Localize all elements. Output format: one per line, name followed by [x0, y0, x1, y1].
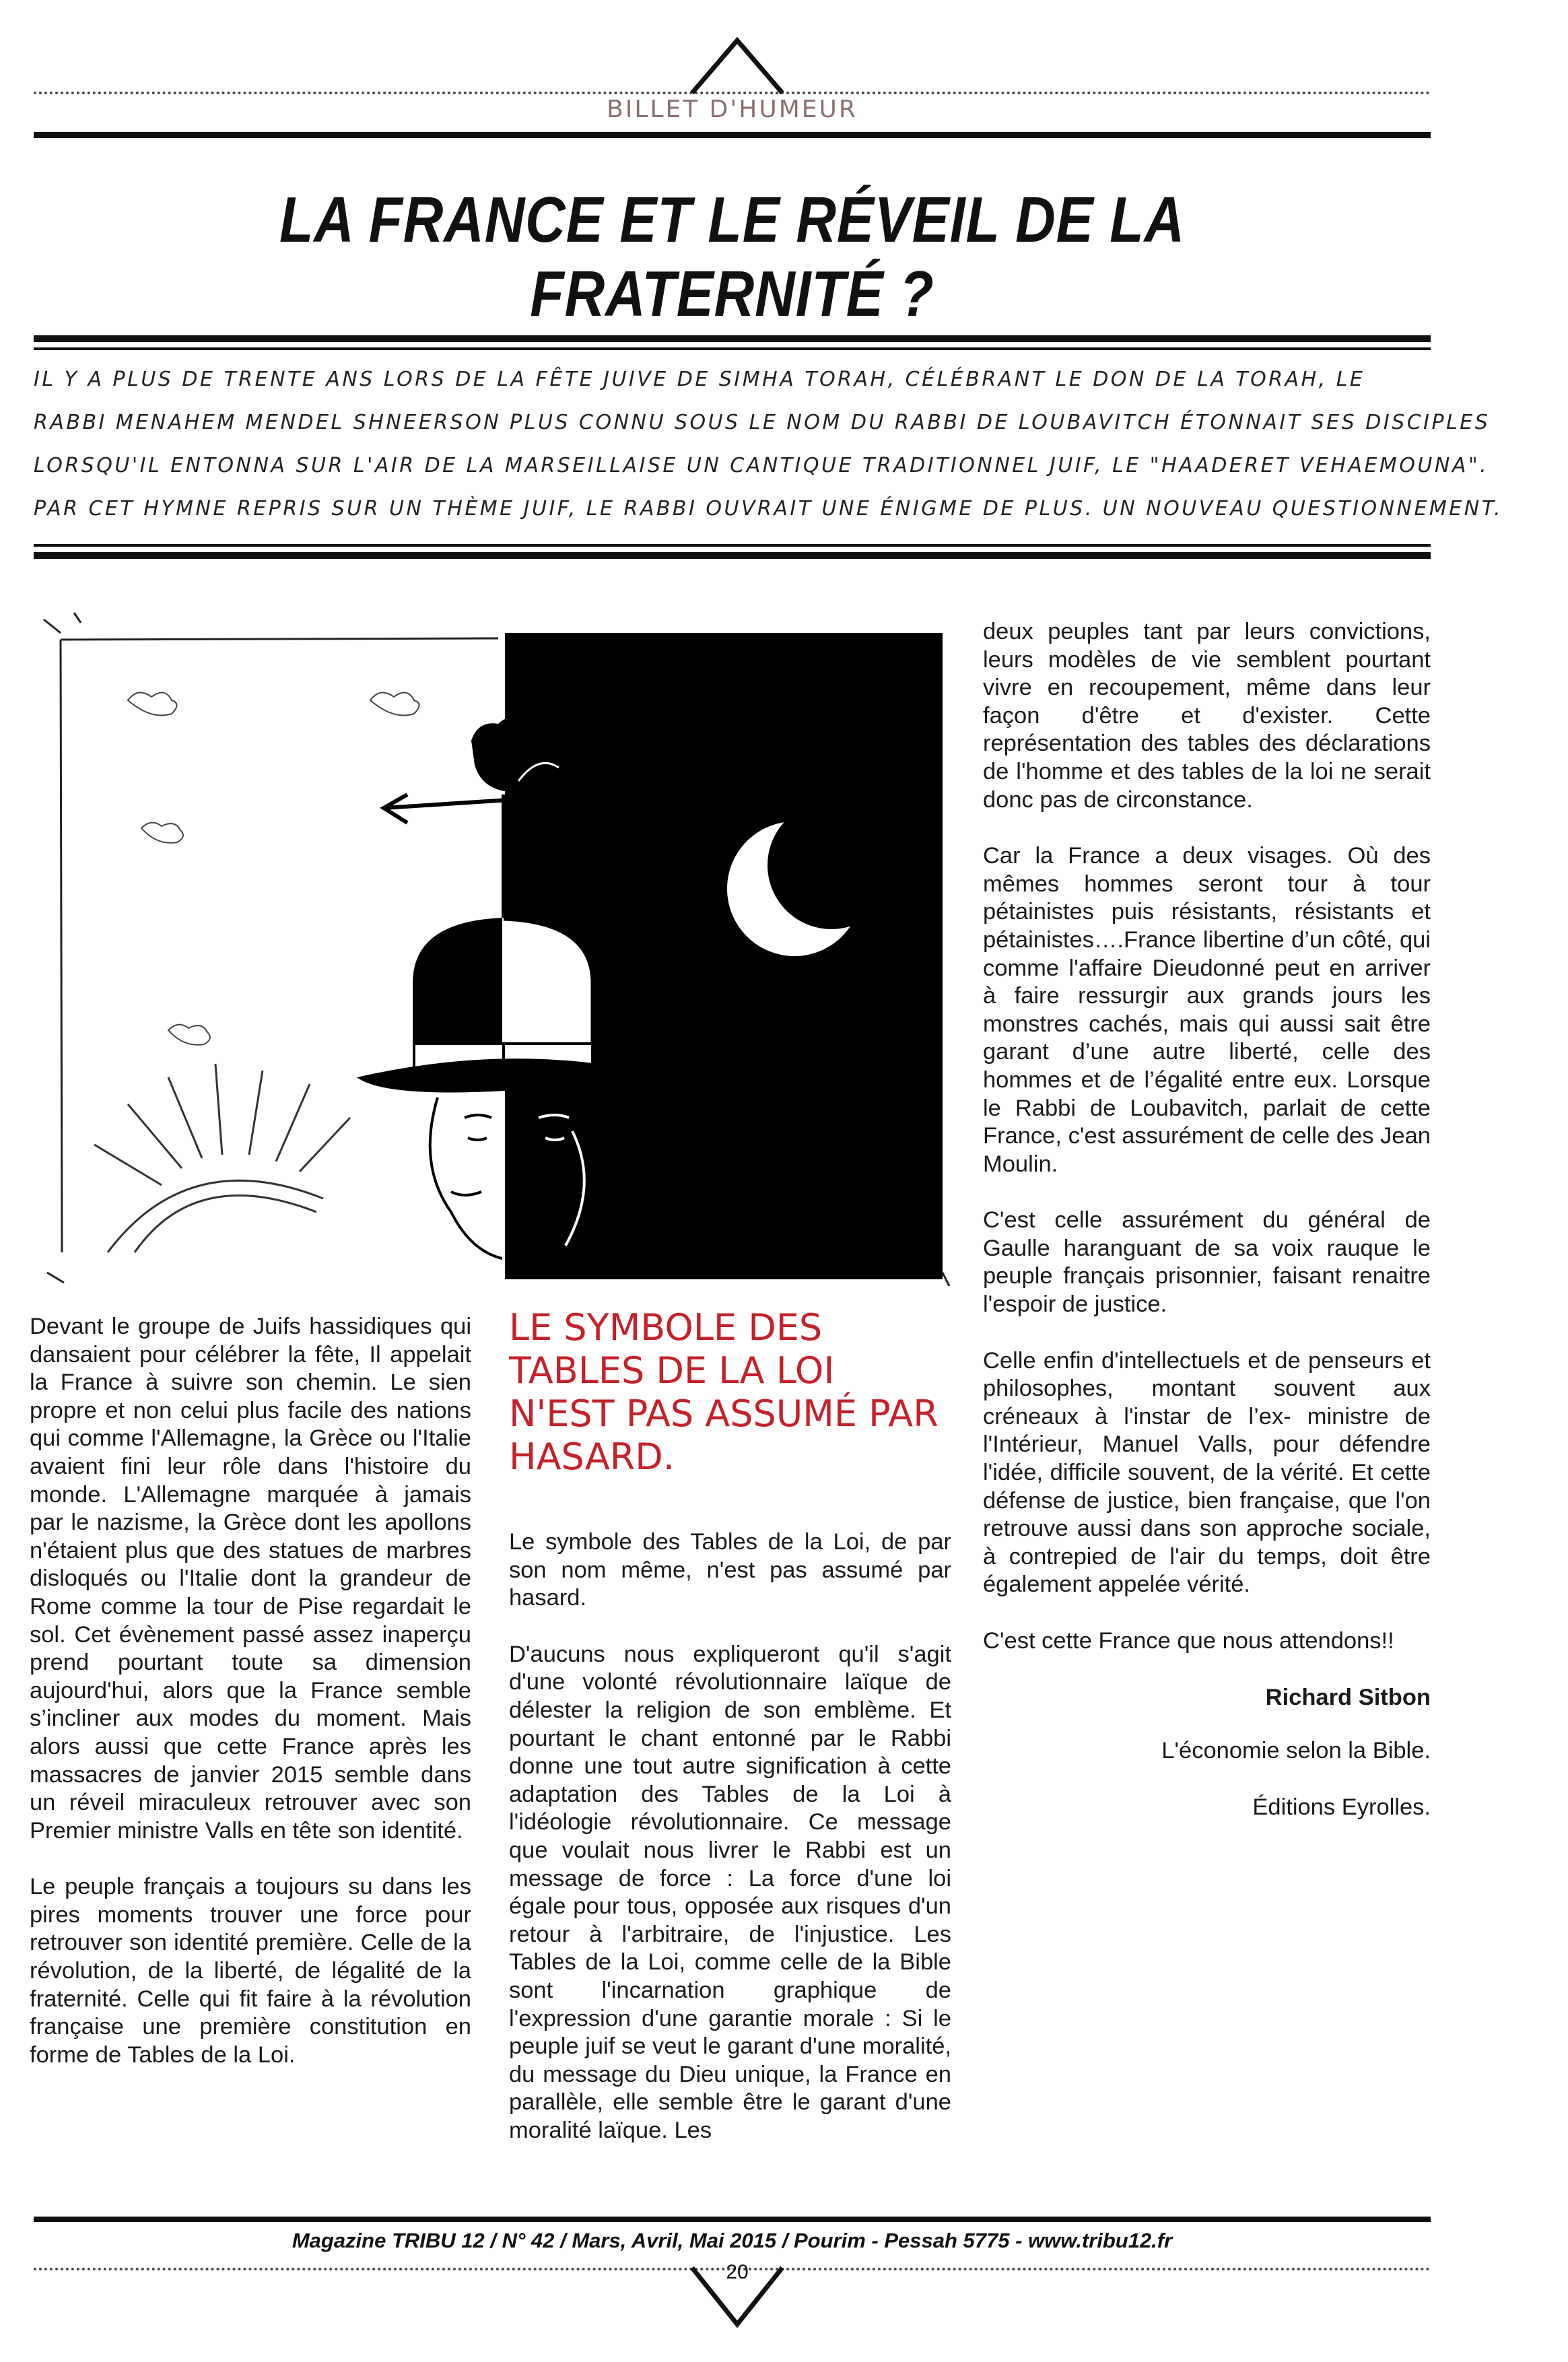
paragraph: C'est celle assurément du général de Gaulle haranguant de sa voix rauque le peuple français prisonnier, faisant renaitre l'espoir de justice. — [983, 1207, 1431, 1318]
paragraph: D'aucuns nous expliqueront qu'il s'agit d'une volonté révolutionnaire laïque de délester la religion de son emblème. Et pourtant le chant entonné par le Rabbi donne une tout autre signification à cette adaptation des Tables de la Loi à l'idéologie révolutionnaire. Ce message que voulait nous livrer le Rabbi est un message de force : La force d'une loi égale pour tous, opposée aux risques d'un retour à l'arbitraire, de l'injustice. Les Tables de la Loi, comme celle de la Bible sont l'incarnation graphique de l'expression d'une garantie morale : Si le peuple juif se veut le garant d'une moralité, du message du Dieu unique, la France en parallèle, elle semble être le garant d'une moralité laïque. Les — [509, 1641, 951, 2143]
book-publisher: Éditions Eyrolles. — [1252, 1794, 1431, 1820]
intro-bottom-rule-thick — [34, 552, 1431, 559]
top-chevron-ornament — [687, 35, 788, 96]
intro-line: IL Y A PLUS DE TRENTE ANS LORS DE LA FÊTE JUIVE DE SIMHA TORAH, CÉLÉBRANT LE DON DE LA TORAH, LE — [34, 368, 1365, 391]
footer-rule — [34, 2217, 1431, 2222]
section-label: BILLET D'HUMEUR — [607, 96, 858, 123]
intro-line: RABBI MENAHEM MENDEL SHNEERSON PLUS CONNU SOUS LE NOM DU RABBI DE LOUBAVITCH ÉTONNAIT SES DISCIPLES — [34, 411, 1491, 434]
sunburst — [94, 1064, 350, 1252]
intro-line: LORSQU'IL ENTONNA SUR L'AIR DE LA MARSEILLAISE UN CANTIQUE TRADITIONNEL JUIF, LE "HAADERET VEHAEMOUNA". — [34, 454, 1489, 477]
page-number: 20 — [726, 2261, 749, 2283]
intro-standfirst — [34, 358, 1503, 531]
paragraph: Le peuple français a toujours su dans les pires moments trouver une force pour retrouver son identité première. Celle de la révolution, de la liberté, de légalité de la fraternité. Celle qui fit faire à la révolution française une première constitution en forme de Tables de la Loi. — [30, 1874, 471, 2068]
intro-line: PAR CET HYMNE REPRIS SUR UN THÈME JUIF, LE RABBI OUVRAIT UNE ÉNIGME DE PLUS. UN NOUVEAU QUESTIONNEMENT. — [34, 497, 1503, 520]
page-title: LA FRANCE ET LE RÉVEIL DE LA FRATERNITÉ ? — [279, 184, 1186, 330]
paragraph: Le symbole des Tables de la Loi, de par son nom même, n'est pas assumé par hasard. — [509, 1529, 951, 1611]
paragraph: Car la France a deux visages. Où des mêmes hommes seront tour à tour pétainistes puis résistants, résistants et pétainistes….France libertine d’un côté, qui comme l'affaire Dieudonné peut en arriver à faire ressurgir aux grands jours les monstres cachés, mais qui aussi sait être garant d’une autre liberté, celle des hommes et de l’égalité entre eux. Lorsque le Rabbi de Loubavitch, parlait de cette France, c'est assurément de celle des Jean Moulin. — [983, 843, 1431, 1177]
paragraph: Celle enfin d'intellectuels et de penseurs et philosophes, montant souvent aux créneaux à l'instar de l’ex- ministre de l'Intérieur, Manuel Valls, pour défendre l'idée, difficile souvent, de la vérité. Et cette défense de justice, bien française, que l'on retrouve aussi dans son approche sociale, à contrepied de l'air du temps, doit être également appelée vérité. — [983, 1347, 1431, 1598]
intro-bottom-rule-thin — [34, 544, 1431, 547]
paragraph: Devant le groupe de Juifs hassidiques qui dansaient pour célébrer la fête, Il appelait la France à suivre son chemin. Le sien propre et non celui plus facile des nations qui comme l'Allemagne, la Grèce ou l'Italie avaient fini leur rôle dans l'histoire du monde. L'Allemagne marquée à jamais par le nazisme, la Grèce dont les apollons n'étaient plus que des statues de marbres disloqués ou l'Italie dont la grandeur de Rome comme la tour de Pise regardait le sol. Cet évènement passé assez inaperçu prend pourtant toute sa dimension aujourd'hui, alors que la France semble s’incliner aux modes du moment. Mais alors aussi que cette France après les massacres de janvier 2015 semble dans un réveil miraculeux retrouver avec son Premier ministre Valls en tête son identité. — [30, 1314, 471, 1844]
paragraph: C'est cette France que nous attendons!! — [983, 1628, 1394, 1654]
intro-top-rule-thin — [34, 347, 1431, 350]
article-column-1 — [30, 1313, 471, 2097]
intro-top-rule-thick — [34, 335, 1431, 342]
article-column-2 — [509, 1528, 951, 2145]
book-title: L'économie selon la Bible. — [1161, 1738, 1431, 1764]
paragraph: deux peuples tant par leurs convictions, leurs modèles de vie semblent pourtant vivre en recoupement, même dans leur façon d'être et d'exister. Cette représentation des tables des déclarations de l'homme et des tables de la loi ne serait donc pas de circonstance. — [983, 619, 1431, 813]
author-signature: Richard Sitbon — [1265, 1684, 1431, 1710]
footer-publication-info: Magazine TRIBU 12 / N° 42 / Mars, Avril, Mai 2015 / Pourim - Pessah 5775 - www.tribu12.fr — [292, 2229, 1173, 2252]
illustration-weathervane-hat — [34, 606, 963, 1300]
article-column-3 — [983, 618, 1431, 1850]
header-rule — [34, 132, 1431, 138]
pull-quote: LE SYMBOLE DES TABLES DE LA LOI N'EST PAS ASSUMÉ PAR HASARD. — [509, 1306, 939, 1478]
clouds — [128, 693, 419, 1045]
